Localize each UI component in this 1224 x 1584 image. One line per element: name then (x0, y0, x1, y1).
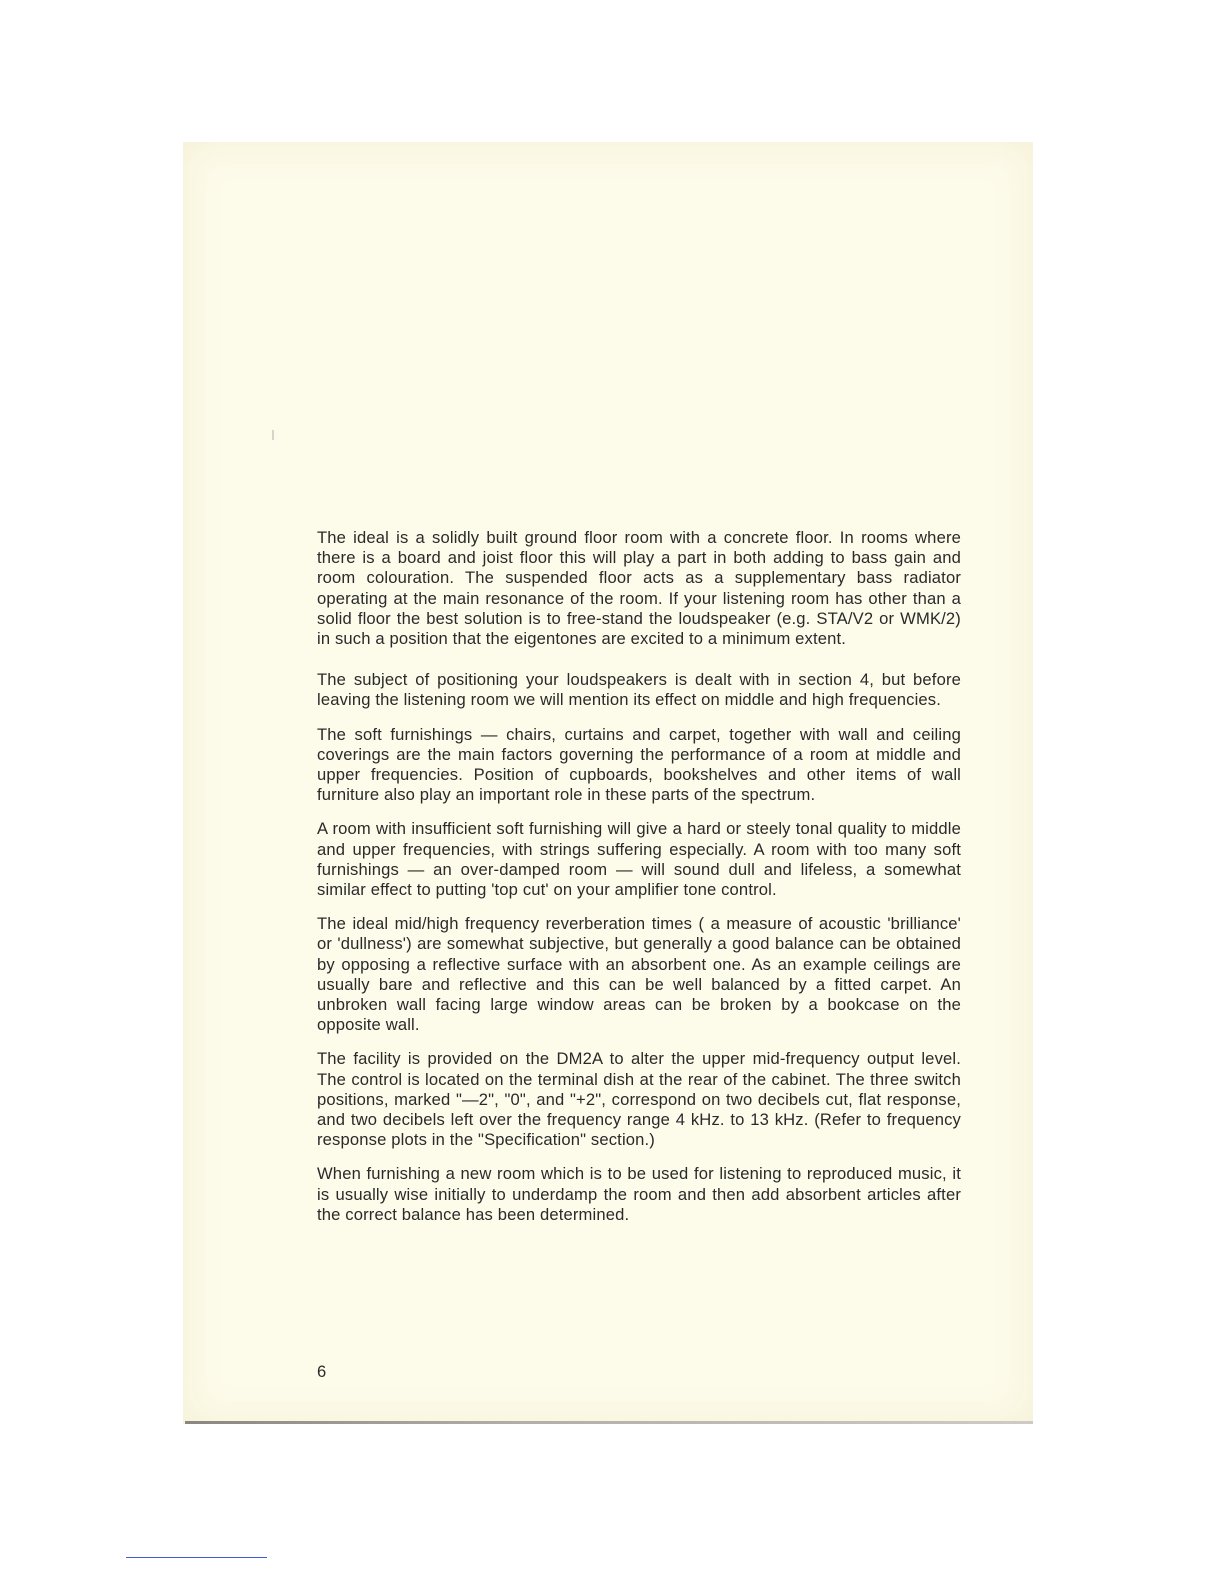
page-number: 6 (317, 1362, 327, 1381)
scan-speck (272, 430, 274, 440)
paragraph-insufficient-furnishing: A room with insufficient soft furnishing will give a hard or steely tonal quality to middle and upper frequencies, with strings suffering especially. A room with too many soft furnishings — an over-damped room — will sound dull and lifeless, a somewhat similar effect to putting 'top cut' on your amplifier tone control. (317, 819, 961, 900)
paragraph-positioning: The subject of positioning your loudspeakers is dealt with in section 4, but before leaving the listening room we will mention its effect on middle and high frequencies. (317, 670, 961, 710)
paragraph-floor: The ideal is a solidly built ground floor room with a concrete floor. In rooms where there is a board and joist floor this will play a part in both adding to bass gain and room colouration. The suspended floor acts as a supplementary bass radiator operating at the main resonance of the room. If your listening room has other than a solid floor the best solution is to free-stand the loudspeaker (e.g. STA/V2 or WMK/2) in such a position that the eigentones are excited to a minimum extent. (317, 528, 961, 649)
footer-link-underline[interactable] (126, 1557, 267, 1558)
paragraph-new-room: When furnishing a new room which is to be used for listening to reproduced music, it is usually wise initially to underdamp the room and then add absorbent articles after the correct balance has been determined. (317, 1164, 961, 1224)
paragraph-dm2a-control: The facility is provided on the DM2A to alter the upper mid-frequency output level. The control is located on the terminal dish at the rear of the cabinet. The three switch positions, marked "—2", "0", and "+2", correspond on two decibels cut, flat response, and two decibels left over the frequency range 4 kHz. to 13 kHz. (Refer to frequency response plots in the "Specification" section.) (317, 1049, 961, 1150)
paragraph-reverberation: The ideal mid/high frequency reverberation times ( a measure of acoustic 'brilliance' or 'dullness') are somewhat subjective, but generally a good balance can be obtained by opposing a reflective surface with an absorbent one. As an example ceilings are usually bare and reflective and this can be well balanced by a fitted carpet. An unbroken wall facing large window areas can be broken by a bookcase on the opposite wall. (317, 914, 961, 1035)
page-bottom-edge (185, 1421, 1033, 1424)
paragraph-soft-furnishings: The soft furnishings — chairs, curtains and carpet, together with wall and ceiling coverings are the main factors governing the performance of a room at middle and upper frequencies. Position of cupboards, bookshelves and other items of wall furniture also play an important role in these parts of the spectrum. (317, 724, 961, 805)
body-text (317, 528, 961, 1225)
